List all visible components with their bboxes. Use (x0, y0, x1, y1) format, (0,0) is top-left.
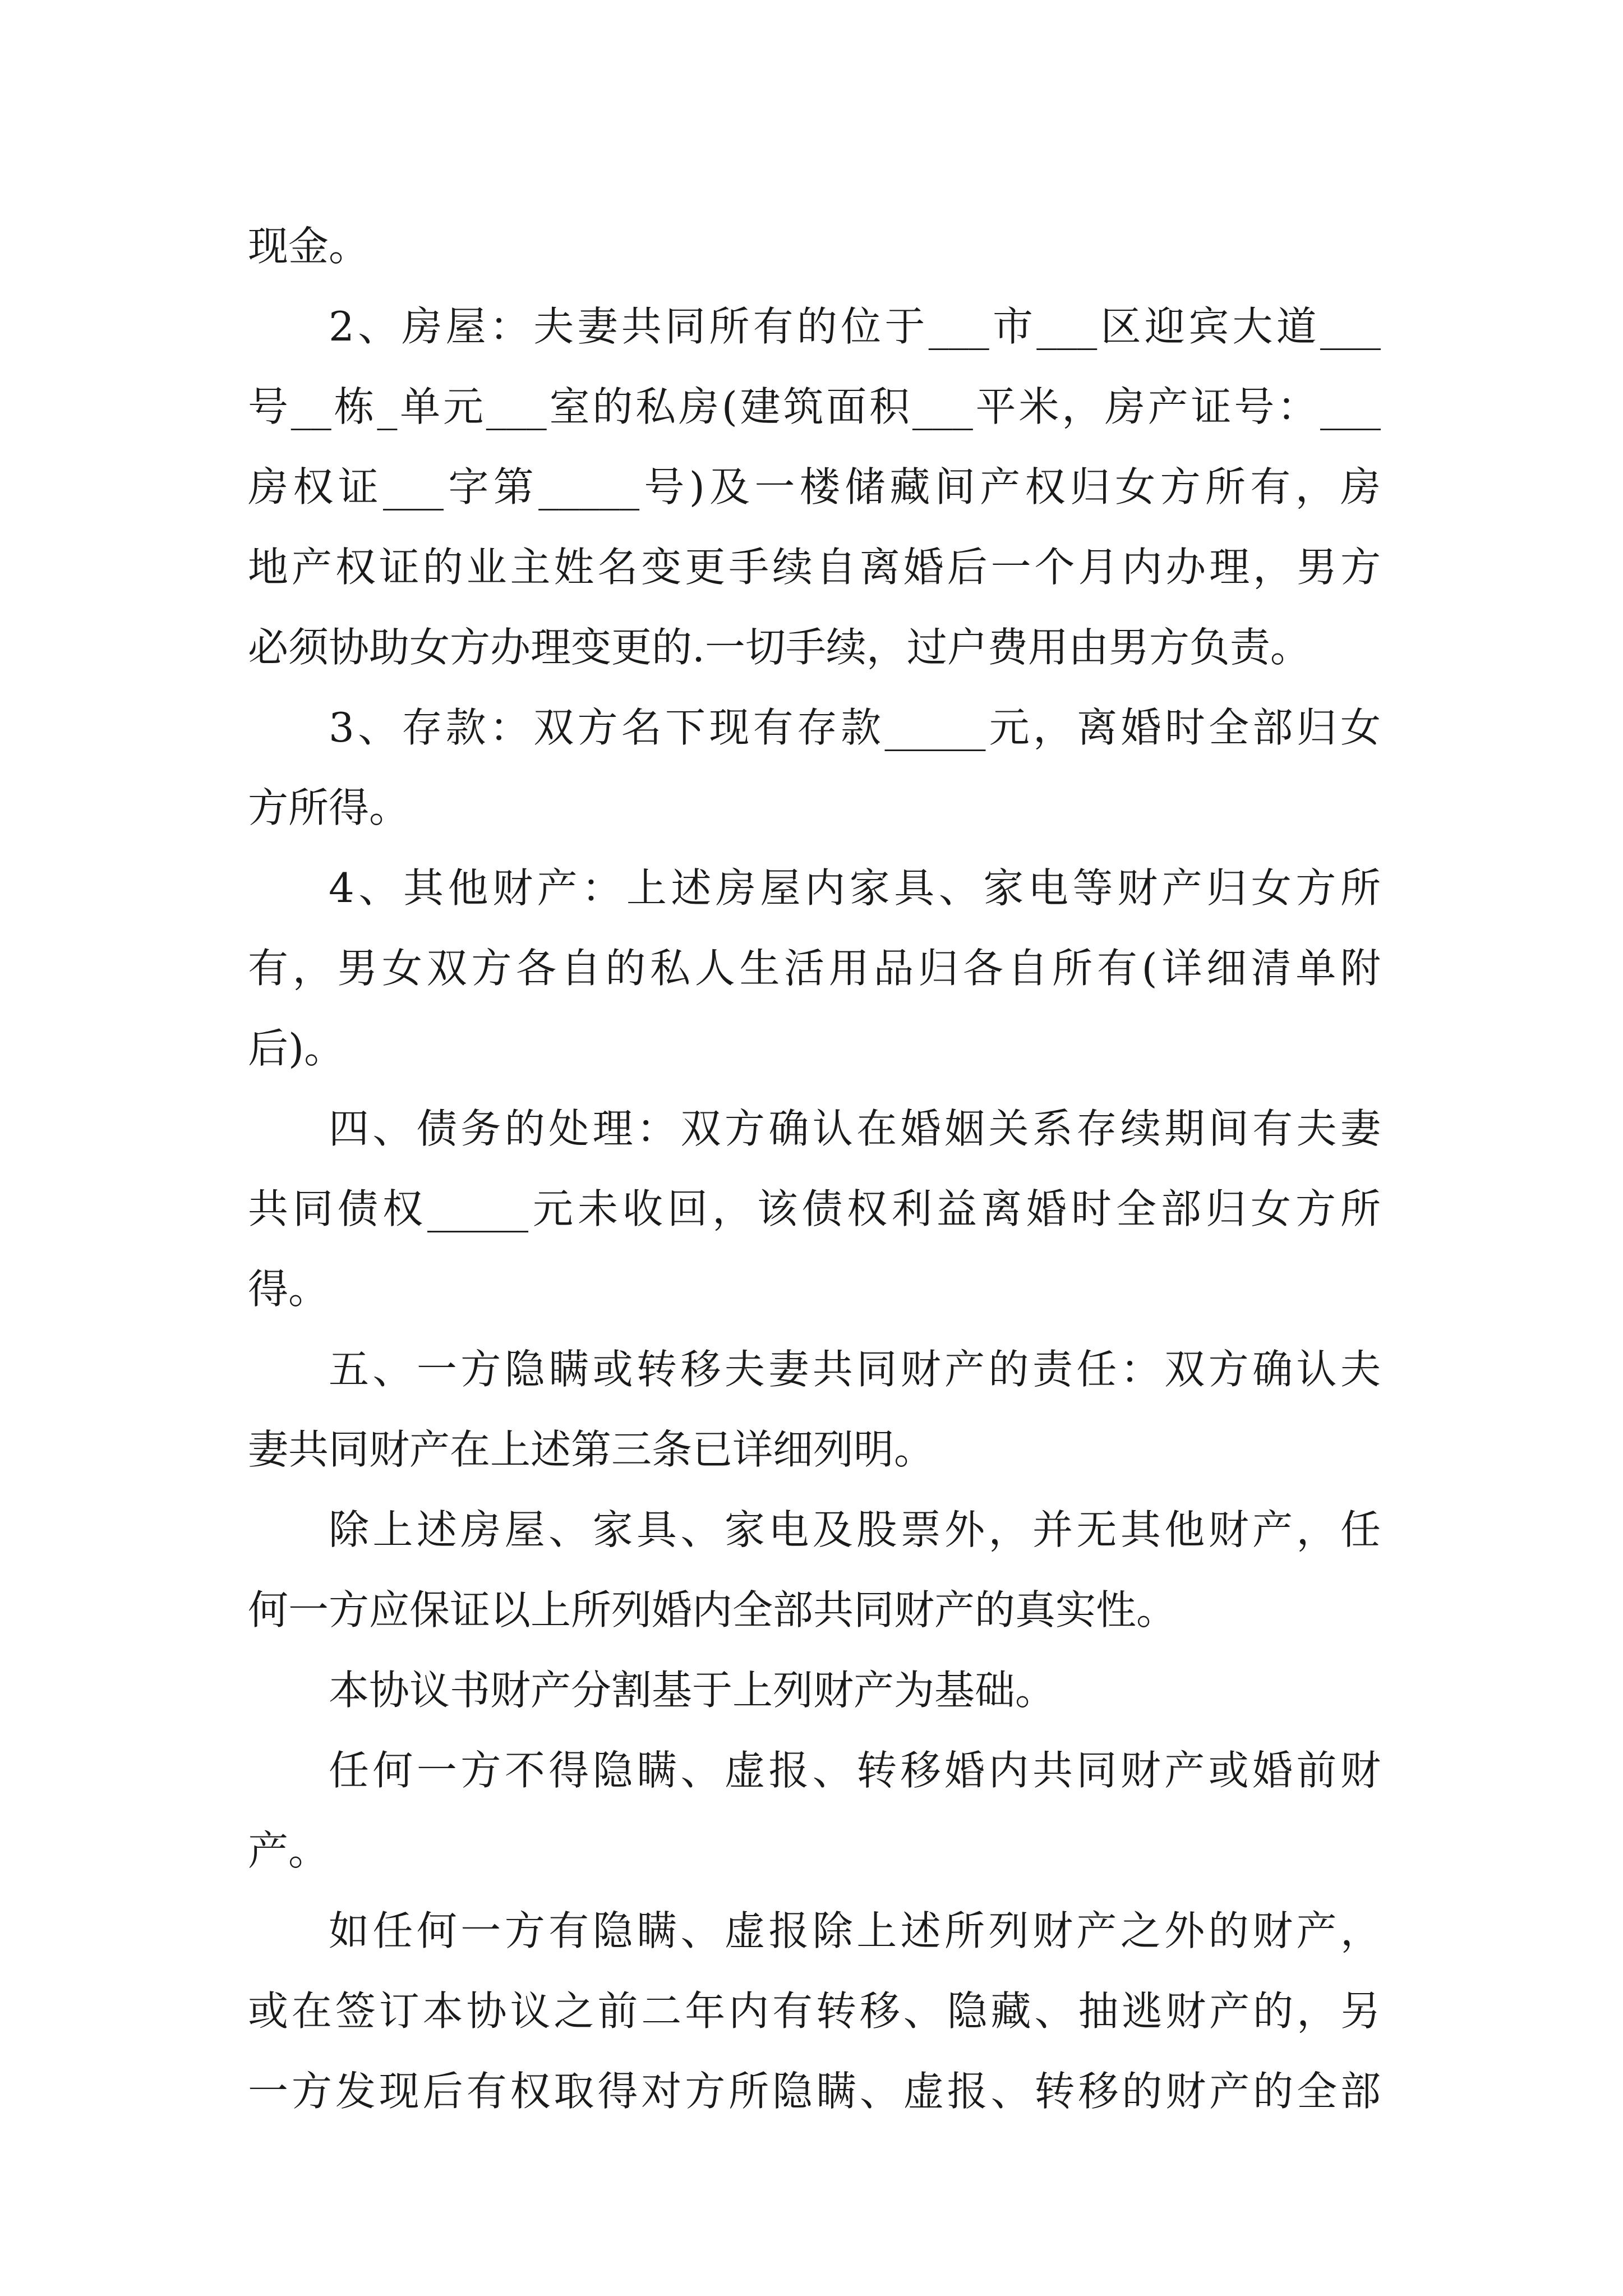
text-line: 产。 (248, 1827, 329, 1874)
text-line: 任何一方不得隐瞒、虚报、转移婚内共同财产或婚前财 (329, 1747, 1381, 1794)
text-line: 或在签订本协议之前二年内有转移、隐藏、抽逃财产的，另 (248, 1987, 1381, 2035)
text-line: 3、存款：双方名下现有存款_____元，离婚时全部归女 (329, 704, 1381, 751)
text-line: 有，男女双方各自的私人生活用品归各自所有(详细清单附 (248, 945, 1381, 992)
text-line: 4、其他财产：上述房屋内家具、家电等财产归女方所 (329, 864, 1381, 912)
text-line: 2、房屋：夫妻共同所有的位于___市___区迎宾大道___ (329, 303, 1381, 350)
text-line: 何一方应保证以上所列婚内全部共同财产的真实性。 (248, 1586, 1177, 1634)
text-line: 方所得。 (248, 784, 410, 831)
text-line: 现金。 (248, 223, 370, 270)
text-line: 房权证___字第_____号)及一楼储藏间产权归女方所有，房 (248, 463, 1381, 510)
text-line: 四、债务的处理：双方确认在婚姻关系存续期间有夫妻 (329, 1105, 1381, 1152)
text-line: 号__栋_单元___室的私房(建筑面积___平米，房产证号：___ (248, 383, 1381, 430)
text-line: 后)。 (248, 1025, 345, 1072)
text-line: 得。 (248, 1266, 329, 1313)
text-line: 必须协助女方办理变更的.一切手续，过户费用由男方负责。 (248, 624, 1311, 671)
text-line: 除上述房屋、家具、家电及股票外，并无其他财产，任 (329, 1506, 1381, 1553)
text-line: 如任何一方有隐瞒、虚报除上述所列财产之外的财产， (329, 1907, 1381, 1954)
text-line: 地产权证的业主姓名变更手续自离婚后一个月内办理，男方 (248, 544, 1381, 591)
text-line: 共同债权_____元未收回，该债权利益离婚时全部归女方所 (248, 1185, 1381, 1232)
text-line: 一方发现后有权取得对方所隐瞒、虚报、转移的财产的全部 (248, 2068, 1381, 2115)
document-body (248, 206, 1381, 2132)
text-line: 五、一方隐瞒或转移夫妻共同财产的责任：双方确认夫 (329, 1346, 1381, 1393)
text-line: 妻共同财产在上述第三条已详细列明。 (248, 1426, 935, 1473)
text-line: 本协议书财产分割基于上列财产为基础。 (329, 1667, 1056, 1714)
